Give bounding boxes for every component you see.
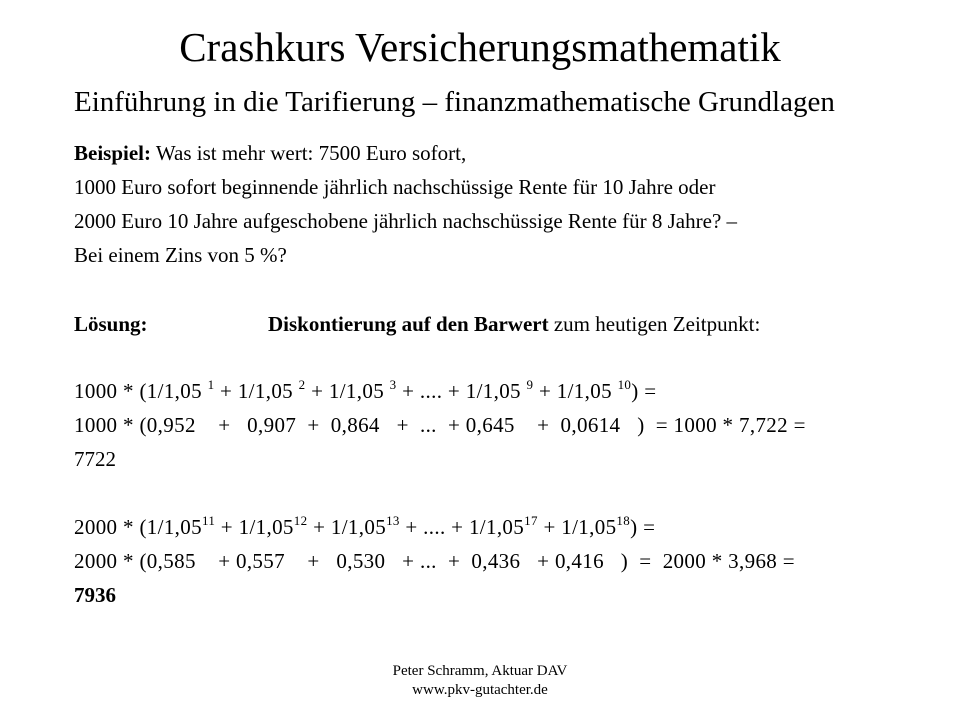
- exponent: 12: [293, 513, 308, 528]
- example-line-1: [74, 140, 466, 166]
- calc2-result: 7936: [74, 583, 116, 607]
- exponent: 17: [524, 513, 538, 528]
- example-line-4: Bei einem Zins von 5 %?: [74, 243, 287, 267]
- example-question: Was ist mehr wert: 7500 Euro sofort,: [151, 141, 467, 165]
- solution-method-rest: zum heutigen Zeitpunkt:: [548, 312, 761, 336]
- footer-website: www.pkv-gutachter.de: [412, 682, 548, 698]
- example-line-3: 2000 Euro 10 Jahre aufgeschobene jährlich nachschüssige Rente für 8 Jahre? –: [74, 209, 738, 233]
- slide-subtitle: Einführung in die Tarifierung – finanzmathematische Grundlagen: [74, 86, 835, 118]
- calc1-result: 7722: [74, 447, 116, 471]
- solution-method: Diskontierung auf den Barwert: [268, 312, 549, 336]
- footer-author: Peter Schramm, Aktuar DAV: [392, 663, 568, 679]
- exponent: 3: [389, 377, 397, 392]
- slide-title: Crashkurs Versicherungsmathematik: [179, 24, 781, 70]
- exponent: 2: [298, 377, 306, 392]
- solution-label: Lösung:: [74, 312, 148, 336]
- calc1-formula: 1000 * (1/1,05 $^1$ + 1/1,05 $^2$ + 1/1,05 $^3$ + .... + 1/1,05 $^9$ + 1/1,05 $^{10}$) =: [74, 377, 657, 403]
- calc2-formula: $2000 * (1/1,05^{11} + 1/1,05^{12} + 1/1,05^{13}$ + .... + $1/1,05^{17} + 1/1,05^{18}$) =: [74, 513, 656, 539]
- example-label: Beispiel:: [74, 141, 151, 165]
- solution-line: [74, 311, 760, 337]
- exponent: 10: [617, 377, 632, 392]
- example-line-2: 1000 Euro sofort beginnende jährlich nachschüssige Rente für 10 Jahre oder: [74, 175, 716, 199]
- exponent: 1: [207, 377, 215, 392]
- exponent: 11: [201, 513, 216, 528]
- exponent: 9: [526, 377, 534, 392]
- exponent: 13: [386, 513, 400, 528]
- exponent: 18: [616, 513, 631, 528]
- calc2-values: 2000 * (0,585 + 0,557 + 0,530 + ... + 0,436 + 0,416 ) = 2000 * 3,968 =: [74, 549, 795, 573]
- calc1-values: 1000 * (0,952 + 0,907 + 0,864 + ... + 0,645 + 0,0614 ) = 1000 * 7,722 =: [74, 413, 806, 437]
